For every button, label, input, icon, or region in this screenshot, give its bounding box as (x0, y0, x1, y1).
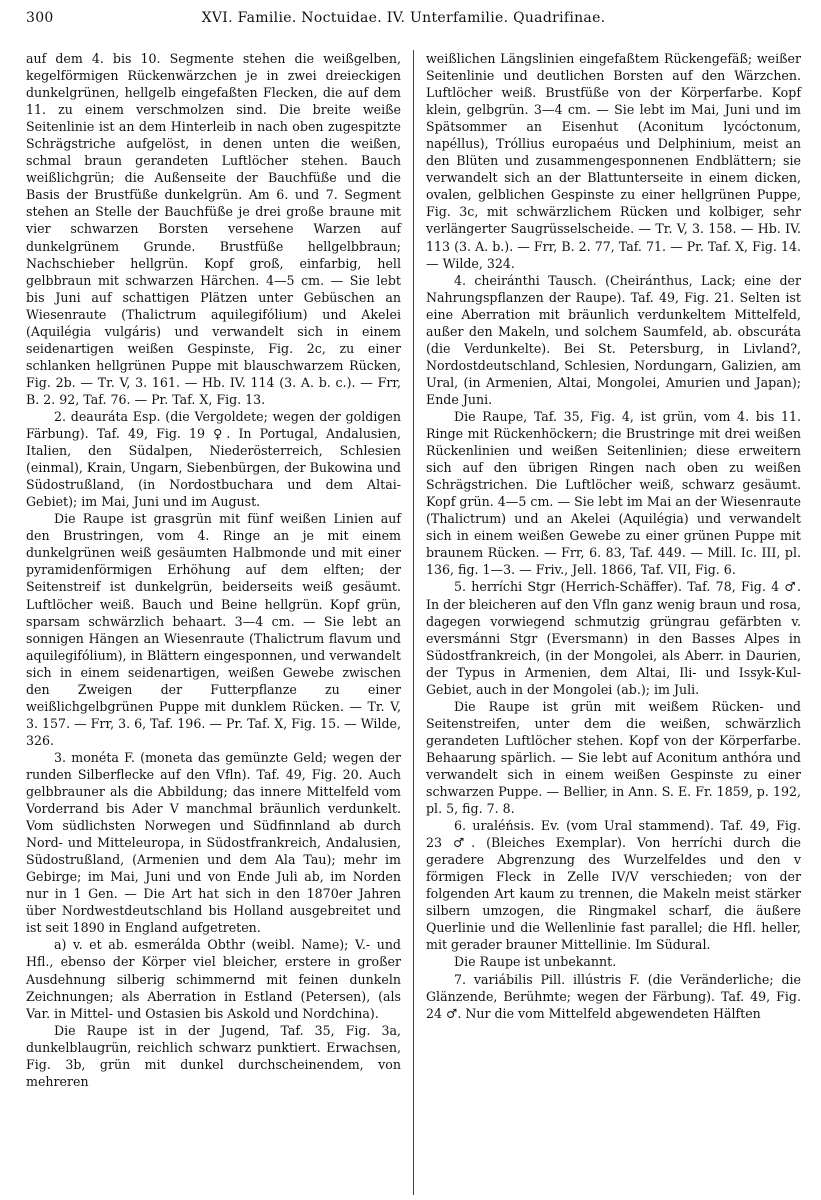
paragraph: auf dem 4. bis 10. Segmente stehen die weißgelben, kegelförmigen Rückenwärzchen je in zwei dreieckigen dunkelgrünen, hellgelb eingefaßten Flecken, die auf dem 11. zu einem verschmolzen sind. Die breite weiße Seitenlinie ist an dem Hinterleib in nach oben zugespitzte Schrägstriche aufgelöst, in denen unten die weißen, schmal braun gerandeten Luftlöcher stehen. Bauch weißlichgrün; die Außenseite der Bauchfüße und die Basis der Brustfüße dunkelgrün. Am 6. und 7. Segment stehen an Stelle der Bauchfüße je drei große braune mit vier schwarzen Borsten versehene Warzen auf dunkelgrünem Grunde. Brustfüße hellgelbbraun; Nachschieber hellgrün. Kopf groß, einfarbig, hell gelbbraun mit schwarzen Härchen. 4—5 cm. — Sie lebt bis Juni auf schattigen Plätzen unter Gebüschen an Wiesenraute (Thalictrum aquilegifólium) und Akelei (Aquilégia vulgáris) und verwandelt sich in einem seidenartigen weißen Gespinste, Fig. 2c, zu einer schlanken hellgrünen Puppe mit blauschwarzem Rücken, Fig. 2b. — Tr. V, 3. 161. — Hb. IV. 114 (3. A. b. c.). — Frr, B. 2. 92, Taf. 76. — Pr. Taf. X, Fig. 13. (26, 51, 401, 407)
paragraph: Die Raupe ist unbekannt. (454, 954, 617, 970)
paragraph: Die Raupe, Taf. 35, Fig. 4, ist grün, vom 4. bis 11. Ringe mit Rückenhöckern; die Brustringe mit drei weißen Rückenlinien und weißen Seitenlinien; diese erweitern sich auf den übrigen Ringen nach oben zu weißen Schrägstrichen. Die Luftlöcher weiß, schwarz gesäumt. Kopf grün. 4—5 cm. — Sie lebt im Mai an der Wiesenraute (Thalictrum) und an Akelei (Aquilégia) und verwandelt sich in einem weißen Gewebe zu einer grünen Puppe mit braunem Rücken. — Frr, 6. 83, Taf. 449. — Mill. Ic. III, pl. 136, fig. 1—3. — Friv., Jell. 1866, Taf. VII, Fig. 6. (426, 408, 801, 578)
paragraph: Die Raupe ist grasgrün mit fünf weißen Linien auf den Brustringen, vom 4. Ringe an je mit einem dunkelgrünen weiß gesäumten Halbmonde und mit einer pyramidenförmigen Erhöhung auf dem elften; der Seitenstreif ist dunkelgrün, beiderseits weiß gesäumt. Luftlöcher weiß. Bauch und Beine hellgrün. Kopf grün, sparsam schwärzlich behaart. 3—4 cm. — Sie lebt an sonnigen Hängen an Wiesenraute (Thalictrum flavum und aquilegifólium), in Blättern eingesponnen, und verwandelt sich in einem seidenartigen, weißen Gewebe zwischen den Zweigen der Futterpflanze zu einer weißlichgelbgrünen Puppe mit dunklem Rücken. — Tr. V, 3. 157. — Frr, 3. 6, Taf. 196. — Pr. Taf. X, Fig. 15. — Wilde, 326. (26, 511, 401, 748)
left-column (26, 50, 401, 1195)
paragraph: Die Raupe ist in der Jugend, Taf. 35, Fig. 3a, dunkelblaugrün, reichlich schwarz punktiert. Erwachsen, Fig. 3b, grün mit dunkel durchscheinendem, von mehreren (26, 1022, 401, 1089)
paragraph: weißlichen Längslinien eingefaßtem Rückengefäß; weißer Seitenlinie und deutlichen Borsten auf den Wärzchen. Luftlöcher weiß. Brustfüße von der Körperfarbe. Kopf klein, gelbgrün. 3—4 cm. — Sie lebt im Mai, Juni und im Spätsommer an Eisenhut (Aconitum lycóctonum, napéllus), Tróllius europaéus und Delphinium, meist an den Blüten und zusammengesponnenen Endblättern; sie verwandelt sich an der Blattunterseite in einem dicken, ovalen, gelblichen Gespinste zu einer hellgrünen Puppe, Fig. 3c, mit schwärzlichem Rücken und kolbiger, sehr verlängerter Saugrüsselscheide. — Tr. V, 3. 158. — Hb. IV. 113 (3. A. b.). — Frr, B. 2. 77, Taf. 71. — Pr. Taf. X, Fig. 14. — Wilde, 324. (426, 51, 801, 271)
running-header (26, 10, 801, 36)
right-column (413, 50, 801, 1195)
page-number: 300 (26, 10, 54, 26)
species-entry-moneta: 3. monéta F. (moneta das gemünzte Geld; wegen der runden Silberflecke auf den Vfln). Taf. 49, Fig. 20. Auch gelbbrauner als die Abbildung; das innere Mittelfeld vom Vorderrand bis Ader V manchmal bräunlich verdunkelt. Vom südlichsten Norwegen und Südfinnland ab durch Nord- und Mitteleuropa, in Südostfrankreich, Andalusien, Südostrußland, (Armenien und dem Ala Tau); mehr im Gebirge; im Mai, Juni und von Ende Juli ab, im Norden nur in 1 Gen. — Die Art hat sich in den 1870er Jahren über Nordwestdeutschland bis Holland ausgebreitet und ist seit 1890 in England aufgetreten. (26, 749, 401, 936)
paragraph: Die Raupe ist grün mit weißem Rücken- und Seitenstreifen, unter dem die weißen, schwärzlich gerandeten Luftlöcher stehen. Kopf von der Körperfarbe. Behaarung spärlich. — Sie lebt auf Aconitum anthóra und verwandelt sich in einem weißen Gespinste zu einer schwarzen Puppe. — Bellier, in Ann. S. E. Fr. 1859, p. 192, pl. 5, fig. 7. 8. (426, 698, 801, 817)
running-title: XVI. Familie. Noctuidae. IV. Unterfamilie. Quadrifinae. (201, 10, 606, 26)
species-entry-cheiranthi: 4. cheiránthi Tausch. (Cheiránthus, Lack; eine der Nahrungspflanzen der Raupe). Taf. 49, Fig. 21. Selten ist eine Aberration mit bräunlich verdunkeltem Mittelfeld, außer den Makeln, und solchem Saumfeld, ab. obscuráta (die Verdunkelte). Bei St. Petersburg, in Livland?, Nordostdeutschland, Schlesien, Nordungarn, Galizien, am Ural, (in Armenien, Altai, Mongolei, Amurien und Japan); Ende Juni. (426, 272, 801, 407)
text-columns (26, 50, 801, 1195)
species-entry-herrichi: 5. herríchi Stgr (Herrich-Schäffer). Taf. 78, Fig. 4 ♂. In der bleicheren auf den Vfln ganz wenig braun und rosa, dagegen vorwiegend schmutzig grüngrau gefärbten v. eversmánni Stgr (Eversmann) in den Basses Alpes in Südostfrankreich, (in der Mongolei, als Aberr. in Daurien, der Typus in Armenien, dem Altai, Ili- und Issyk-Kul-Gebiet, auch in der Mongolei (ab.); im Juli. (426, 579, 801, 697)
species-entry-variabilis: 7. variábilis Pill. illústris F. (die Veränderliche; die Glänzende, Berühmte; wegen der Färbung). Taf. 49, Fig. 24 ♂. Nur die vom Mittelfeld abgewendeten Hälften (426, 971, 801, 1021)
species-entry-uralensis: 6. uraléńsis. Ev. (vom Ural stammend). Taf. 49, Fig. 23 ♂. (Bleiches Exemplar). Von herríchi durch die geradere Abgrenzung des Wurzelfeldes und den v förmigen Fleck in Zelle IV/V verschieden; von der folgenden Art kaum zu trennen, die Makeln meist stärker silbern umzogen, die Ringmakel scharf, die äußere Querlinie und die Wellenlinie fast parallel; die Hfl. heller, mit gerader brauner Mittellinie. Im Südural. (426, 818, 801, 953)
species-entry-deaurata: 2. deauráta Esp. (die Vergoldete; wegen der goldigen Färbung). Taf. 49, Fig. 19 ♀. In Portugal, Andalusien, Italien, den Südalpen, Niederösterreich, Schlesien (einmal), Krain, Ungarn, Siebenbürgen, der Bukowina und Südostrußland, (in Nordostbuchara und dem Altai-Gebiet); im Mai, Juni und im August. (26, 408, 401, 510)
paragraph: a) v. et ab. esmerálda Obthr (weibl. Name); V.- und Hfl., ebenso der Körper viel bleicher, erstere in großer Ausdehnung silberig schimmernd mit feinen dunkeln Zeichnungen; als Aberration in Estland (Petersen), (als Var. in Mittel- und Ostasien bis Askold und Nordchina). (26, 937, 401, 1021)
